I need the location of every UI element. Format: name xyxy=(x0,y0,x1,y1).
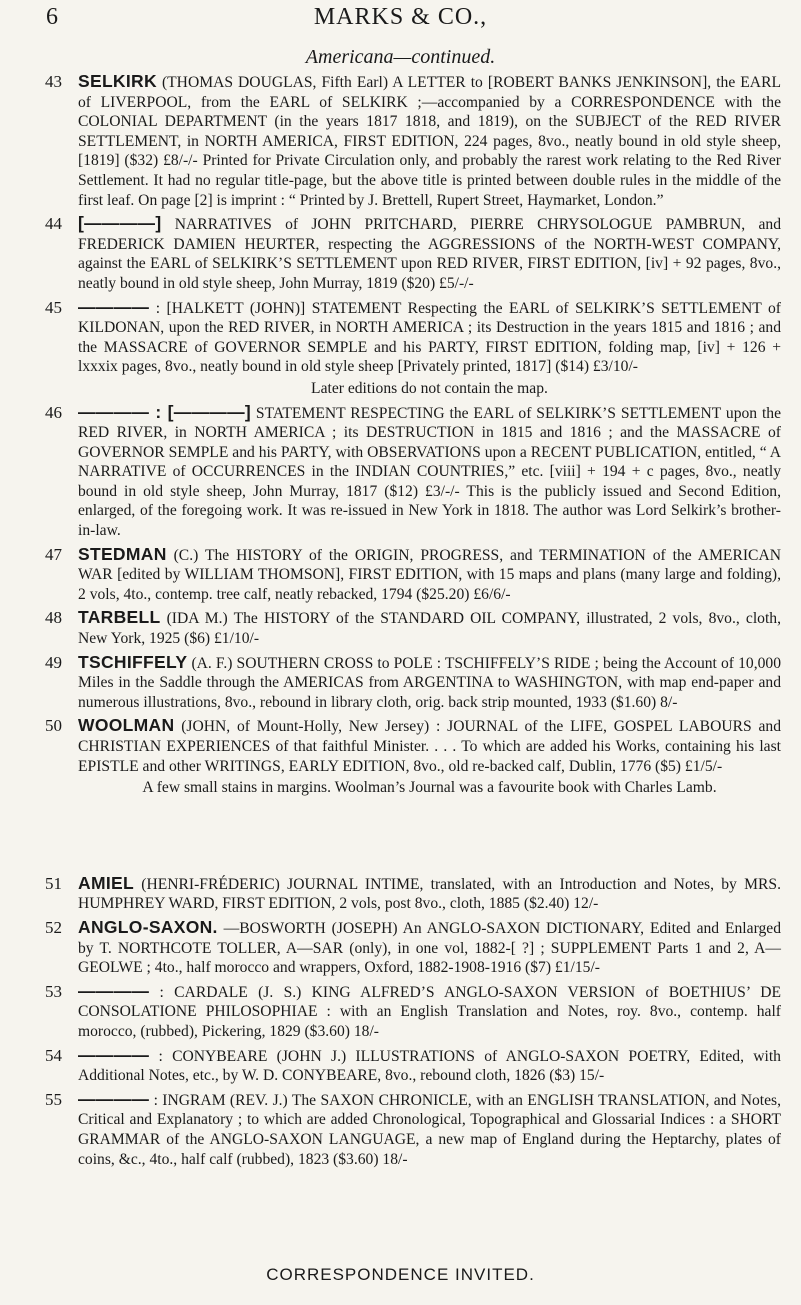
catalogue-entry xyxy=(0,982,801,1042)
entry-number: 50 xyxy=(45,716,62,736)
page-header xyxy=(0,4,801,68)
footer-note: CORRESPONDENCE INVITED. xyxy=(266,1265,535,1285)
entry-number: 47 xyxy=(45,544,62,564)
publisher-name: MARKS & CO., xyxy=(313,4,488,30)
entry-description: : CARDALE (J. S.) KING ALFRED’S ANGLO-SAXON VERSION of BOETHIUS’ DE CONSOLATIONE PHILOSOPHIAE : with an English Translation and Notes, roy. 8vo., contemp. half morocco, (rubbed), Pickering, 1829 ($3.60) 18/- xyxy=(78,983,781,1040)
entry-author: [————] xyxy=(78,213,162,234)
entry-number: 51 xyxy=(45,873,62,893)
catalogue-entry xyxy=(0,545,801,605)
page-number: 6 xyxy=(46,4,58,30)
catalogue-entry xyxy=(0,653,801,713)
catalogue-entry xyxy=(0,214,801,293)
entry-description: : INGRAM (REV. J.) The SAXON CHRONICLE, with an ENGLISH TRANSLATION, and Notes, Critical and Explanatory ; to which are added Chronological, Topographical and Glossarial Indices : a SHORT GRAMMAR of the ANGLO-SAXON LANGUAGE, a new map of England during the Heptarchy, plates of coins, &c., 4to., half calf (rubbed), 1823 ($3.60) 18/- xyxy=(78,1091,781,1168)
catalogue-entry xyxy=(0,874,801,914)
entry-description: STATEMENT RESPECTING the EARL of SELKIRK’S SETTLEMENT upon the RED RIVER, in NORTH AMERICA ; its DESTRUCTION in 1815 and 1816 ; and the MASSACRE of GOVERNOR SEMPLE and his PARTY, with OBSERVATIONS upon a RECENT PUBLICATION, entitled, “ A NARRATIVE of OCCURRENCES in the INDIAN COUNTRIES,” etc. [viii] + 194 + c pages, 8vo., neatly bound in old style sheep, John Murray, 1817 ($12) £3/-/- This is the publicly issued and Second Edition, enlarged, of the foregoing work. It was re-issued in New York in 1818. The author was Lord Selkirk’s brother-in-law. xyxy=(78,404,782,540)
entry-author: ———— xyxy=(78,980,150,1001)
entry-author: TSCHIFFELY xyxy=(78,651,188,672)
section-title: Americana—continued. xyxy=(305,46,496,68)
entry-author: ———— xyxy=(78,1044,150,1065)
entry-description: (THOMAS DOUGLAS, Fifth Earl) A LETTER to [ROBERT BANKS JENKINSON], the EARL of LIVERPOOL, from the EARL of SELKIRK ;—accompanied by a CORRESPONDENCE with the COLONIAL DEPARTMENT (in the years 1817 1818, and 1819), on the SUBJECT of the RED RIVER SETTLEMENT, in NORTH AMERICA, FIRST EDITION, 224 pages, 8vo., neatly bound in old style sheep, [1819] ($32) £8/-/- Printed for Private Circulation only, and probably the rarest work relating to the Red River Settlement. It had no regular title-page, but the above title is printed between double rules in the middle of the first leaf. On page [2] is imprint : “ Printed by J. Brettell, Rupert Street, Haymarket, London.” xyxy=(78,74,781,209)
entry-number: 46 xyxy=(45,402,62,422)
entry-description: —BOSWORTH (JOSEPH) An ANGLO-SAXON DICTIONARY, Edited and Enlarged by T. NORTHCOTE TOLLER, A—SAR (only), in one vol, 1882-[ ?] ; SUPPLEMENT Parts 1 and 2, A—GEOLWE ; 4to., half morocco and wrappers, Oxford, 1882-1908-1916 ($7) £1/15/- xyxy=(78,919,781,977)
catalogue-entry xyxy=(0,72,801,210)
catalogue-entry xyxy=(0,918,801,978)
entry-number: 54 xyxy=(45,1045,62,1065)
entry-list xyxy=(0,72,801,1173)
entry-author: ———— xyxy=(78,296,150,317)
entry-author: WOOLMAN xyxy=(78,715,175,736)
entry-description: (A. F.) SOUTHERN CROSS to POLE : TSCHIFFELY’S RIDE ; being the Account of 10,000 Miles in the Saddle through the AMERICAS from ARGENTINA to WASHINGTON, with map end-paper and numerous illustrations, 8vo., rebound in library cloth, orig. back strip mounted, 1933 ($1.60) 8/- xyxy=(78,654,781,711)
entry-author: ———— xyxy=(78,1088,150,1109)
entry-author: TARBELL xyxy=(78,607,161,628)
entry-author: ANGLO-SAXON. xyxy=(78,916,218,937)
entry-number: 48 xyxy=(45,608,62,628)
entry-description: (JOHN, of Mount-Holly, New Jersey) : JOURNAL of the LIFE, GOSPEL LABOURS and CHRISTIAN EXPERIENCES of that faithful Minister. . . . To which are added his Works, containing his last EPISTLE and other WRITINGS, EARLY EDITION, 8vo., old re-backed calf, Dublin, 1776 ($5) £1/5/- xyxy=(78,718,782,775)
catalogue-entry xyxy=(0,716,801,797)
entry-author: STEDMAN xyxy=(78,543,167,564)
entry-description: : CONYBEARE (JOHN J.) ILLUSTRATIONS of ANGLO-SAXON POETRY, Edited, with Additional Notes, etc., by W. D. CONYBEARE, 8vo., rebound cloth, 1826 ($3) 15/- xyxy=(78,1047,781,1085)
catalogue-entry xyxy=(0,1090,801,1169)
catalogue-entry xyxy=(0,608,801,648)
entry-number: 43 xyxy=(45,72,62,91)
entry-author: ———— : [————] xyxy=(78,401,252,422)
entry-description: NARRATIVES of JOHN PRITCHARD, PIERRE CHRYSOLOGUE PAMBRUN, and FREDERICK DAMIEN HEURTER, respecting the AGGRESSIONS of the NORTH-WEST COMPANY, against the EARL of SELKIRK’S SETTLEMENT upon RED RIVER, FIRST EDITION, [iv] + 92 pages, 8vo., neatly bound in old style sheep, John Murray, 1819 ($20) £5/-/- xyxy=(78,216,781,292)
entry-description: (IDA M.) The HISTORY of the STANDARD OIL COMPANY, illustrated, 2 vols, 8vo., cloth, New York, 1925 ($6) £1/10/- xyxy=(78,610,781,648)
entry-note: A few small stains in margins. Woolman’s Journal was a favourite book with Charles Lamb. xyxy=(142,779,717,797)
entry-description: (HENRI-FRÉDERIC) JOURNAL INTIME, translated, with an Introduction and Notes, by MRS. HUMPHREY WARD, FIRST EDITION, 2 vols, post 8vo., cloth, 1885 ($2.40) 12/- xyxy=(78,875,781,913)
entry-number: 53 xyxy=(45,981,62,1001)
catalogue-entry xyxy=(0,1046,801,1086)
entry-number: 52 xyxy=(45,917,62,937)
entry-number: 45 xyxy=(45,297,62,317)
entry-description: : [HALKETT (JOHN)] STATEMENT Respecting the EARL of SELKIRK’S SETTLEMENT of KILDONAN, upon the RED RIVER, in NORTH AMERICA ; its Destruction in the years 1815 and 1816 ; and the MASSACRE of GOVERNOR SEMPLE and his PARTY, FIRST EDITION, folding map, [iv] + 126 + lxxxix pages, 8vo., neatly bound in old style sheep [Privately printed, 1817] ($14) £3/10/- xyxy=(78,299,781,376)
entry-number: 44 xyxy=(45,214,62,234)
catalogue-entry xyxy=(0,403,801,541)
entry-note: Later editions do not contain the map. xyxy=(311,379,548,397)
entry-number: 55 xyxy=(45,1089,62,1109)
catalogue-entry xyxy=(0,298,801,399)
entry-description: (C.) The HISTORY of the ORIGIN, PROGRESS, and TERMINATION of the AMERICAN WAR [edited by WILLIAM THOMSON], FIRST EDITION, with 15 maps and plans (many large and folding), 2 vols, 4to., contemp. tree calf, neatly rebacked, 1794 ($25.20) £6/6/- xyxy=(78,546,781,603)
entry-author: SELKIRK xyxy=(78,71,157,91)
entry-number: 49 xyxy=(45,652,62,672)
entry-author: AMIEL xyxy=(78,872,134,893)
